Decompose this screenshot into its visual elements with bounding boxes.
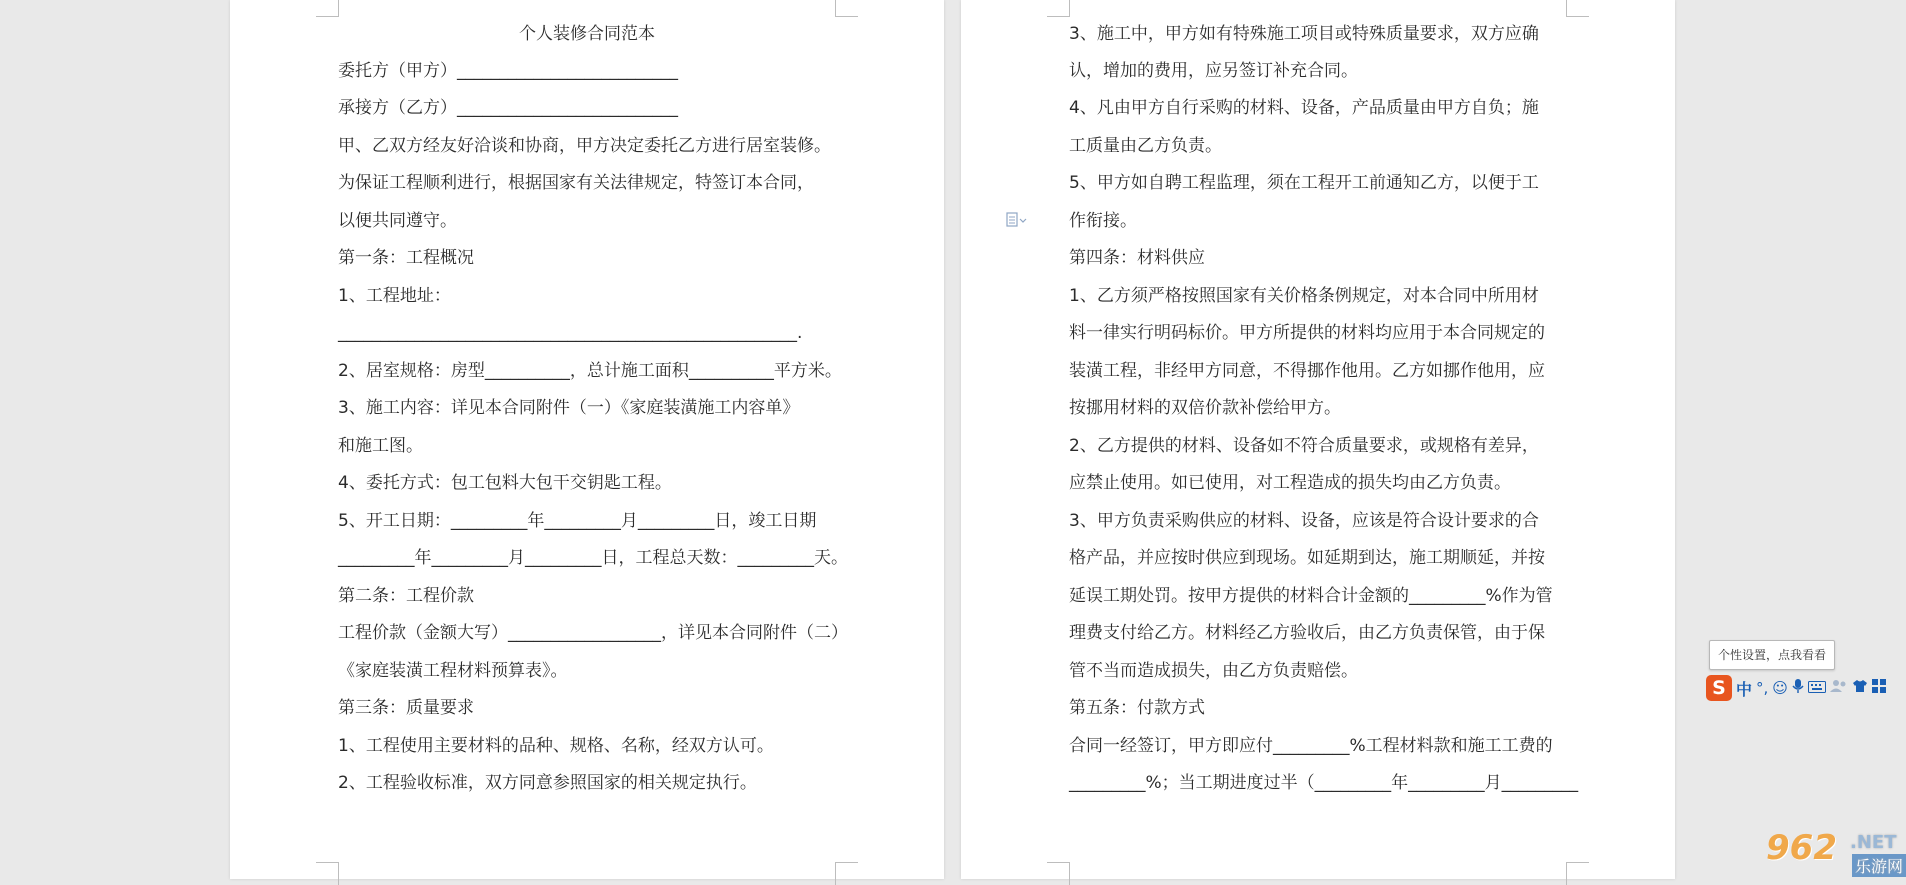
text-line: 3、施工中，甲方如有特殊施工项目或特殊质量要求，双方应确 xyxy=(1069,24,1539,44)
text-line: 按挪用材料的双倍价款补偿给甲方。 xyxy=(1069,398,1341,418)
text-line: 甲、乙双方经友好洽谈和协商，甲方决定委托乙方进行居室装修。 xyxy=(338,136,831,156)
text-line: 管不当而造成损失，由乙方负责赔偿。 xyxy=(1069,661,1358,681)
text-line: 3、甲方负责采购供应的材料、设备，应该是符合设计要求的合 xyxy=(1069,511,1539,531)
watermark-number: 962 xyxy=(1766,828,1837,868)
document-page-left xyxy=(230,0,944,879)
text-line: ______________________________________________________. xyxy=(338,323,803,343)
text-line: 5、甲方如自聘工程监理，须在工程开工前通知乙方，以便于工 xyxy=(1069,173,1539,193)
ime-language-toggle[interactable]: 中 xyxy=(1736,679,1753,699)
text-line: 工质量由乙方负责。 xyxy=(1069,136,1222,156)
page-corner-mark xyxy=(835,0,858,17)
ime-punctuation-toggle[interactable]: °, xyxy=(1756,679,1769,697)
text-line: 3、施工内容：详见本合同附件（一）《家庭装潢施工内容单》 xyxy=(338,398,800,418)
page-corner-mark xyxy=(316,862,339,885)
paragraph-handle-icon[interactable] xyxy=(1006,211,1028,229)
keyboard-icon[interactable] xyxy=(1808,679,1826,697)
text-line: 2、居室规格：房型__________，总计施工面积__________平方米。 xyxy=(338,361,842,381)
text-line: 合同一经签订，甲方即应付_________%工程材料款和施工工费的 xyxy=(1069,736,1553,756)
page-corner-mark xyxy=(835,862,858,885)
text-line: 2、工程验收标准，双方同意参照国家的相关规定执行。 xyxy=(338,773,757,793)
document-title: 个人装修合同范本 xyxy=(519,24,655,44)
text-line: 料一律实行明码标价。甲方所提供的材料均应用于本合同规定的 xyxy=(1069,323,1545,343)
text-line: 认，增加的费用，应另签订补充合同。 xyxy=(1069,61,1358,81)
text-line: 延误工期处罚。按甲方提供的材料合计金额的_________%作为管 xyxy=(1069,586,1553,606)
text-line: _________年_________月_________日，工程总天数：_________天。 xyxy=(338,548,848,568)
section-heading: 第四条：材料供应 xyxy=(1069,248,1205,268)
text-line: 作衔接。 xyxy=(1069,211,1137,231)
site-watermark-logo xyxy=(1766,828,1906,879)
text-line: 为保证工程顺利进行，根据国家有关法律规定，特签订本合同， xyxy=(338,173,814,193)
text-line: 以便共同遵守。 xyxy=(338,211,457,231)
text-line: 《家庭装潢工程材料预算表》。 xyxy=(338,661,568,681)
text-line: 1、工程使用主要材料的品种、规格、名称，经双方认可。 xyxy=(338,736,774,756)
section-heading: 第一条：工程概况 xyxy=(338,248,474,268)
text-line: 和施工图。 xyxy=(338,436,423,456)
emoji-icon[interactable]: ☺ xyxy=(1772,679,1788,697)
document-page-right xyxy=(961,0,1675,879)
watermark-domain: .NET xyxy=(1850,832,1897,853)
section-heading: 第二条：工程价款 xyxy=(338,586,474,606)
mic-icon[interactable] xyxy=(1792,678,1804,698)
shirt-icon[interactable] xyxy=(1852,679,1868,697)
grid-icon[interactable] xyxy=(1872,679,1886,697)
section-heading: 第三条：质量要求 xyxy=(338,698,474,718)
page-corner-mark xyxy=(1047,862,1070,885)
text-line: _________%；当工期进度过半（_________年_________月_________ xyxy=(1069,773,1579,793)
section-heading: 第五条：付款方式 xyxy=(1069,698,1205,718)
text-line: 1、工程地址： xyxy=(338,286,451,306)
text-line: 应禁止使用。如已使用，对工程造成的损失均由乙方负责。 xyxy=(1069,473,1511,493)
ime-logo-button[interactable]: S xyxy=(1706,675,1732,701)
page-corner-mark xyxy=(1566,0,1589,17)
page-corner-mark xyxy=(1566,862,1589,885)
ime-toolbar xyxy=(1706,674,1906,702)
text-line: 理费支付给乙方。材料经乙方验收后，由乙方负责保管，由于保 xyxy=(1069,623,1545,643)
text-line: 委托方（甲方）__________________________ xyxy=(338,61,678,81)
page-corner-mark xyxy=(316,0,339,17)
text-line: 4、委托方式：包工包料大包干交钥匙工程。 xyxy=(338,473,672,493)
text-line: 格产品，并应按时供应到现场。如延期到达，施工期顺延，并按 xyxy=(1069,548,1545,568)
text-line: 4、凡由甲方自行采购的材料、设备，产品质量由甲方自负；施 xyxy=(1069,98,1539,118)
text-line: 工程价款（金额大写）__________________，详见本合同附件（二） xyxy=(338,623,848,643)
text-line: 5、开工日期：_________年_________月_________日，竣工日期 xyxy=(338,511,817,531)
page-corner-mark xyxy=(1047,0,1070,17)
ime-tooltip: 个性设置，点我看看 xyxy=(1709,640,1835,670)
text-line: 1、乙方须严格按照国家有关价格条例规定，对本合同中所用材 xyxy=(1069,286,1539,306)
text-line: 装潢工程，非经甲方同意，不得挪作他用。乙方如挪作他用，应 xyxy=(1069,361,1545,381)
text-line: 2、乙方提供的材料、设备如不符合质量要求，或规格有差异， xyxy=(1069,436,1539,456)
text-line: 承接方（乙方）__________________________ xyxy=(338,98,678,118)
users-icon[interactable] xyxy=(1830,679,1848,697)
watermark-name: 乐游网 xyxy=(1852,854,1906,877)
